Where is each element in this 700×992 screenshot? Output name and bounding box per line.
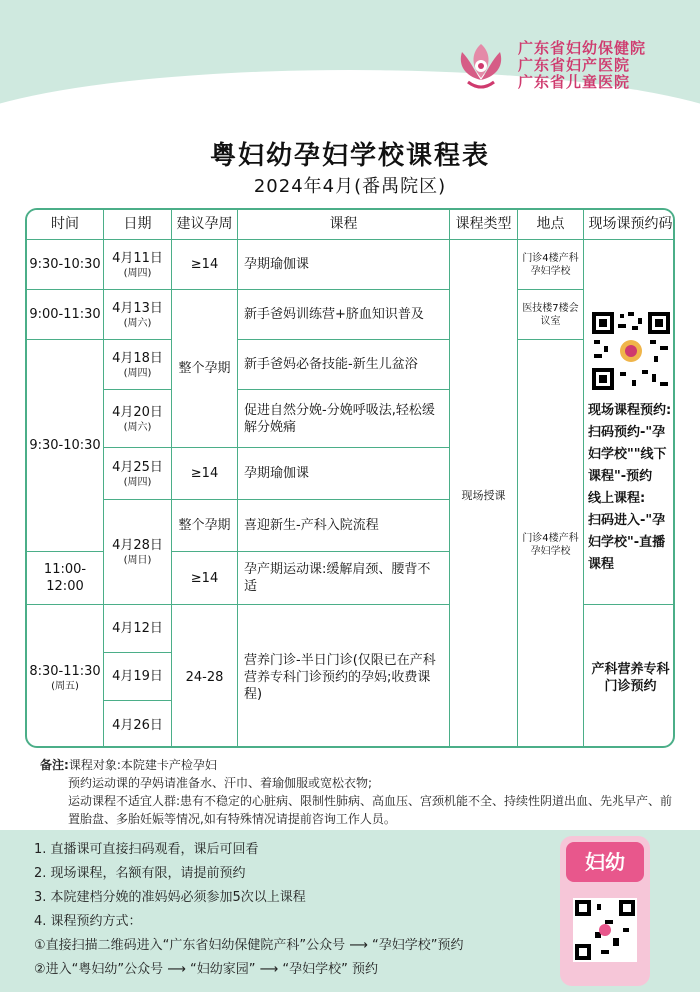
time-cell: 11:00-12:00 xyxy=(27,552,104,605)
course-cell: 促进自然分娩-分娩呼吸法,轻松缓解分娩痛 xyxy=(238,390,450,448)
booking-qr-code[interactable] xyxy=(590,310,672,392)
location-cell: 医技楼7楼会议室 xyxy=(518,290,584,340)
page-subtitle: 2024年4月(番禺院区) xyxy=(253,176,447,197)
date-text: 4月28日 xyxy=(112,538,163,553)
weekday-text: (周五) xyxy=(51,680,79,692)
date-cell xyxy=(104,340,172,390)
page-title: 粤妇幼孕妇学校课程表 xyxy=(209,141,490,171)
col-header-qr: 现场课预约码 xyxy=(584,210,675,240)
lotus-logo-icon xyxy=(452,38,510,94)
weekday-text: (周四) xyxy=(123,476,152,488)
date-cell xyxy=(104,448,172,500)
footer-item: 1. 直播课可直接扫码观看，课后可回看 xyxy=(34,842,259,857)
date-text: 4月20日 xyxy=(112,404,163,420)
date-cell: 4月19日 xyxy=(104,653,172,701)
date-text: 4月13日 xyxy=(112,300,163,316)
schedule-table xyxy=(25,208,675,748)
date-text: 4月25日 xyxy=(112,459,163,475)
footer-item: ②进入“粤妇幼”公众号 ⟶ “妇幼家园” ⟶ “孕妇学校” 预约 xyxy=(34,962,378,977)
course-cell: 孕期瑜伽课 xyxy=(238,448,450,500)
booking-instructions xyxy=(588,400,673,576)
date-cell: 4月26日 xyxy=(104,701,172,748)
date-cell xyxy=(104,290,172,340)
hospital-name-2: 广东省妇产医院 xyxy=(518,56,631,74)
time-text: 8:30-11:30 xyxy=(29,663,101,679)
weekday-text: (周六) xyxy=(123,421,152,433)
hospital-name-1: 广东省妇幼保健院 xyxy=(518,39,647,57)
col-header-course: 课程 xyxy=(238,210,450,240)
hospital-name-3: 广东省儿童医院 xyxy=(518,73,631,91)
remark-label: 备注: xyxy=(40,758,69,772)
nutrition-booking-cell: 产科营养专科门诊预约 xyxy=(591,661,670,694)
footer-item: ①直接扫描二维码进入“广东省妇幼保健院产科”公众号 ⟶ “孕妇学校”预约 xyxy=(34,938,464,953)
time-cell-nutrition xyxy=(27,605,104,748)
course-cell-nutrition: 营养门诊-半日门诊(仅限已在产科营养专科门诊预约的孕妈;收费课程) xyxy=(238,605,450,748)
app-qr-code-icon[interactable] xyxy=(573,898,637,962)
remark-line xyxy=(40,756,680,774)
time-cell-merged: 9:30-10:30 xyxy=(27,340,104,552)
booking-cell xyxy=(584,240,675,605)
remarks xyxy=(40,756,680,828)
remark-line: 运动课程不适宜人群:患有不稳定的心脏病、限制性肺病、高血压、宫颈机能不全、持续性阴道出血、先兆早产、前置胎盘、多胎妊娠等情况,如有特殊情况请提前咨询工作人员。 xyxy=(68,794,673,826)
week-cell-merged: 整个孕期 xyxy=(172,290,238,448)
week-cell: 整个孕期 xyxy=(172,500,238,552)
footer-list xyxy=(34,838,554,982)
booking-line: 线上课程: xyxy=(588,491,646,506)
col-header-location: 地点 xyxy=(518,210,584,240)
date-cell: 4月12日 xyxy=(104,605,172,653)
course-cell: 新手爸妈必备技能-新生儿盆浴 xyxy=(238,340,450,390)
booking-line: 扫码预约-"孕妇学校""线下课程"-预约 xyxy=(588,425,667,484)
week-cell-nutrition: 24-28 xyxy=(172,605,238,748)
remark-line: 预约运动课的孕妈请准备水、汗巾、着瑜伽服或宽松衣物; xyxy=(68,776,373,790)
week-cell: ≥14 xyxy=(172,448,238,500)
time-cell: 9:30-10:30 xyxy=(27,240,104,290)
booking-line: 现场课程预约: xyxy=(588,403,672,418)
hospital-logo xyxy=(452,38,692,94)
location-cell: 门诊4楼产科孕妇学校 xyxy=(518,340,584,748)
app-promo-phone xyxy=(560,836,650,986)
col-header-type: 课程类型 xyxy=(450,210,518,240)
booking-line: 扫码进入-"孕妇学校"-直播课程 xyxy=(588,513,666,572)
qr-code-icon xyxy=(590,310,672,392)
col-header-week: 建议孕周 xyxy=(172,210,238,240)
date-cell-merged xyxy=(104,500,172,605)
date-cell xyxy=(104,390,172,448)
weekday-text: (周四) xyxy=(123,367,152,379)
date-text: 4月18日 xyxy=(112,350,163,366)
course-type-cell: 现场授课 xyxy=(450,240,518,748)
footer-item: 3. 本院建档分娩的准妈妈必须参加5次以上课程 xyxy=(34,890,306,905)
course-cell: 孕产期运动课:缓解肩颈、腰背不适 xyxy=(238,552,450,605)
app-promo-label: 妇幼 xyxy=(566,842,644,882)
week-cell: ≥14 xyxy=(172,552,238,605)
footer-panel xyxy=(0,830,700,992)
weekday-text: (周六) xyxy=(123,317,152,329)
col-header-time: 时间 xyxy=(27,210,104,240)
col-header-date: 日期 xyxy=(104,210,172,240)
hospital-names xyxy=(518,40,698,91)
course-cell: 孕期瑜伽课 xyxy=(238,240,450,290)
weekday-text: (周日) xyxy=(123,555,152,566)
date-text: 4月11日 xyxy=(112,250,163,266)
course-cell: 喜迎新生-产科入院流程 xyxy=(238,500,450,552)
footer-item: 4. 课程预约方式： xyxy=(34,914,142,929)
remark-text: 课程对象:本院建卡产检孕妇 xyxy=(68,758,217,772)
date-cell xyxy=(104,240,172,290)
footer-item: 2. 现场课程，名额有限，请提前预约 xyxy=(34,866,246,881)
course-cell: 新手爸妈训练营+脐血知识普及 xyxy=(238,290,450,340)
weekday-text: (周四) xyxy=(123,267,152,279)
week-cell: ≥14 xyxy=(172,240,238,290)
location-cell: 门诊4楼产科孕妇学校 xyxy=(518,240,584,290)
time-cell: 9:00-11:30 xyxy=(27,290,104,340)
